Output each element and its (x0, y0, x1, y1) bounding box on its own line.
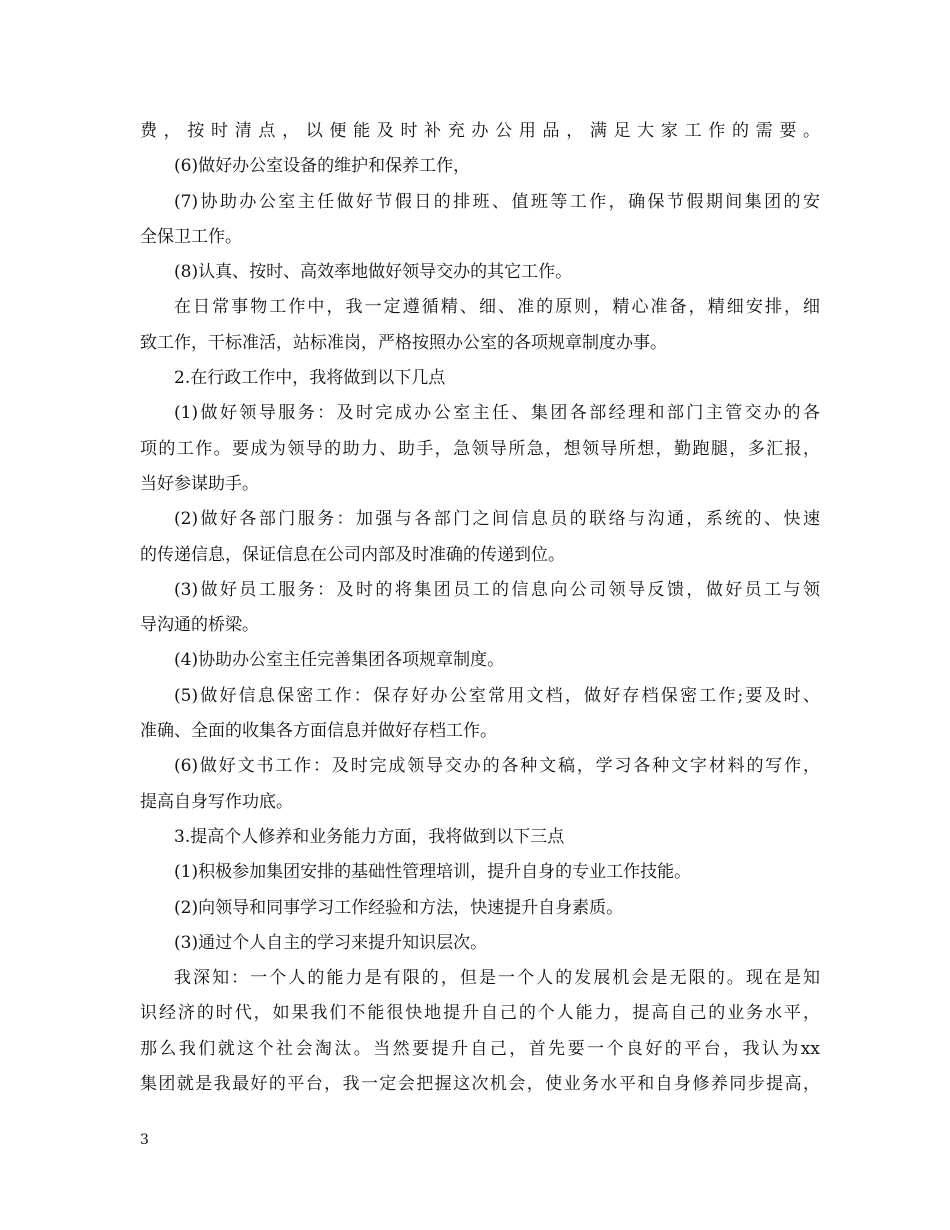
text-line: 在日常事物工作中，我一定遵循精、细、准的原则，精心准备，精细安排，细 (174, 297, 820, 318)
page-number: 3 (140, 1132, 149, 1148)
text-line: 我深知：一个人的能力是有限的，但是一个人的发展机会是无限的。现在是知 (174, 968, 820, 989)
text-line: 识经济的时代，如果我们不能很快地提升自己的个人能力，提高自己的业务水平， (140, 1003, 820, 1024)
text-line: (6)做好文书工作：及时完成领导交办的各种文稿，学习各种文字材料的写作， (174, 756, 820, 777)
document-body (140, 114, 820, 1102)
text-line: 那么我们就这个社会淘汰。当然要提升自己，首先要一个良好的平台，我认为xx (140, 1038, 820, 1059)
text-line: 集团就是我最好的平台，我一定会把握这次机会，使业务水平和自身修养同步提高， (140, 1074, 820, 1095)
text-line: (2)做好各部门服务：加强与各部门之间信息员的联络与沟通，系统的、快速 (174, 509, 820, 530)
section-heading: 2.在行政工作中，我将做到以下几点 (174, 368, 446, 389)
text-line: 准确、全面的收集各方面信息并做好存档工作。 (140, 721, 497, 742)
text-line: 当好参谋助手。 (140, 473, 259, 494)
text-line: (4)协助办公室主任完善集团各项规章制度。 (174, 650, 505, 671)
text-line: 全保卫工作。 (140, 226, 242, 247)
text-line: 的传递信息，保证信息在公司内部及时准确的传递到位。 (140, 544, 565, 565)
text-line: 致工作，干标准活，站标准岗，严格按照办公室的各项规章制度办事。 (140, 332, 667, 353)
text-line: (6)做好办公室设备的维护和保养工作， (174, 156, 471, 177)
text-line: (3)通过个人自主的学习来提升知识层次。 (174, 932, 488, 953)
text-line: 提高自身写作功底。 (140, 791, 293, 812)
text-line: (5)做好信息保密工作：保存好办公室常用文档，做好存档保密工作;要及时、 (174, 685, 820, 706)
text-line: (1)做好领导服务：及时完成办公室主任、集团各部经理和部门主管交办的各 (174, 403, 820, 424)
text-line: 项的工作。要成为领导的助力、助手，急领导所急，想领导所想，勤跑腿，多汇报， (140, 438, 820, 459)
text-line: (8)认真、按时、高效率地做好领导交办的其它工作。 (174, 262, 573, 283)
text-line: (1)积极参加集团安排的基础性管理培训，提升自身的专业工作技能。 (174, 862, 692, 883)
section-heading: 3.提高个人修养和业务能力方面，我将做到以下三点 (174, 826, 565, 847)
text-line: 费，按时清点，以便能及时补充办公用品，满足大家工作的需要。 (140, 121, 820, 141)
text-line: (3)做好员工服务：及时的将集团员工的信息向公司领导反馈，做好员工与领 (174, 579, 820, 600)
text-line: 导沟通的桥梁。 (140, 615, 259, 636)
text-line: (7)协助办公室主任做好节假日的排班、值班等工作，确保节假期间集团的安 (174, 191, 820, 212)
text-line: (2)向领导和同事学习工作经验和方法，快速提升自身素质。 (174, 897, 624, 918)
